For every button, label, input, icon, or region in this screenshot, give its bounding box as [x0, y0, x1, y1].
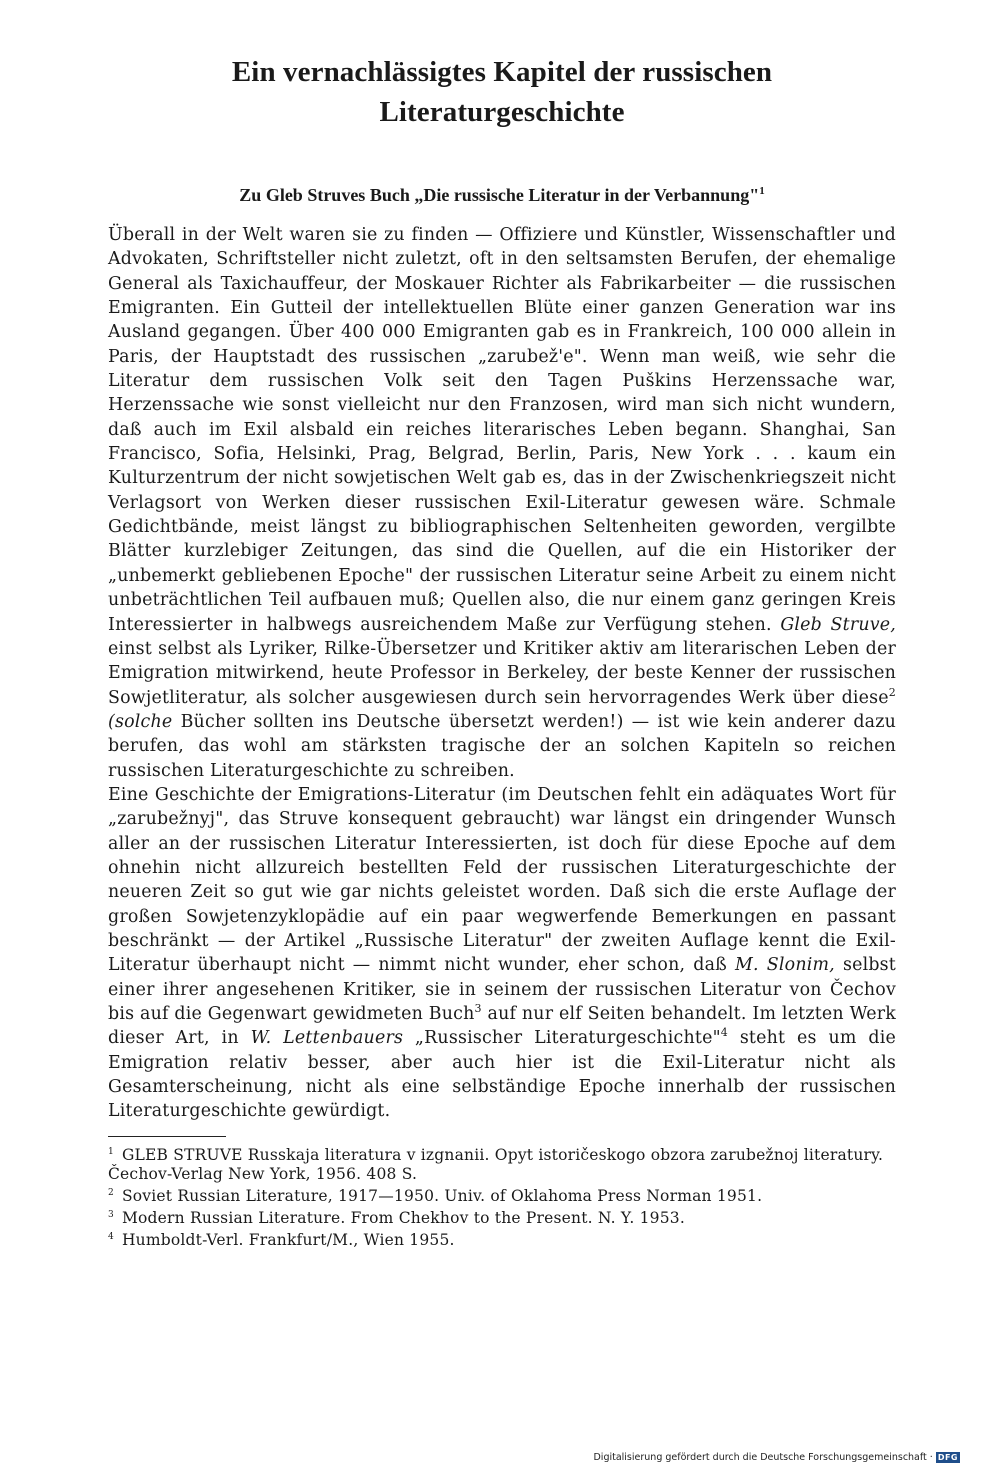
footnote-number: 1: [108, 1146, 114, 1157]
p1-text-2: einst selbst als Lyriker, Rilke-Übersetzer und Kritiker aktiv am literarischen Leben der Emigration mitwirkend, heute Professor in Berkeley, der beste Kenner der russischen Sowjetliteratur, als solcher ausgewiesen durch sein hervorragendes Werk über diese: [108, 638, 896, 708]
p2-text-3: auf nur elf Seiten behandelt. Im letzten Werk dieser Art, in: [108, 1004, 897, 1049]
p2-italic-1: M. Slonim,: [735, 955, 835, 976]
p2-italic-2: W. Lettenbauers: [250, 1028, 404, 1049]
p1-italic-1: Gleb Struve,: [780, 614, 897, 635]
footnote-1: [108, 1143, 896, 1184]
footnote-text: Humboldt-Verl. Frankfurt/M., Wien 1955.: [121, 1231, 455, 1250]
p2-text-1: Eine Geschichte der Emigrations-Literatur (im Deutschen fehlt ein adäquates Wort für „zarubežnyj", das Struve konsequent gebraucht) war längst ein dringender Wunsch aller an der russischen Literatur Interessierten, ist doch für diese Epoche auf dem ohnehin nicht allzureich bestellten Feld der russischen Literaturgeschichte der neueren Zeit so gut wie gar nichts geleistet worden. Daß sich die erste Auflage der großen Sowjetenzyklopädie auf ein paar wegwerfende Bemerkungen en passant beschränkt — der Artikel „Russische Literatur" der zweiten Auflage kennt die Exil-Literatur überhaupt nicht — nimmt nicht wunder, eher schon, daß: [108, 784, 896, 976]
title-line-2: Literaturgeschichte: [379, 96, 625, 128]
p2-text-5: steht es um die Emigration relativ besser, aber auch hier ist die Exil-Literatur nicht als Gesamterscheinung, nicht als eine selbständige Epoche innerhalb der russischen Literaturgeschichte gewürdigt.: [108, 1028, 896, 1122]
footnote-number: 2: [108, 1187, 114, 1198]
footnote-2: [108, 1184, 896, 1206]
p2-text-4: „Russischer Literaturgeschichte": [414, 1028, 721, 1049]
credit-text: Digitalisierung gefördert durch die Deutsche Forschungsgemeinschaft ·: [593, 1452, 933, 1463]
paragraph-1: [108, 223, 896, 783]
footnote-ref-4: 4: [720, 1026, 728, 1040]
footnote-text: Soviet Russian Literature, 1917—1950. Univ. of Oklahoma Press Norman 1951.: [121, 1187, 763, 1206]
subtitle-text: Zu Gleb Struves Buch „Die russische Literatur in der Verbannung": [239, 185, 760, 205]
footnote-3: [108, 1206, 896, 1228]
footnote-divider: [108, 1136, 226, 1137]
p2-text-2: selbst einer ihrer angesehenen Kritiker, sie in seinem der russischen Literatur von Čechov bis auf die Gegenwart gewidmeten Buch: [108, 955, 896, 1024]
digitization-credit: [593, 1452, 960, 1463]
subtitle-footnote-marker: 1: [759, 185, 765, 197]
footnote-4: [108, 1228, 896, 1250]
footnote-ref-3: 3: [474, 1002, 482, 1016]
p1-text-3: Bücher sollten ins Deutsche übersetzt werden!) — ist wie kein anderer dazu berufen, das wohl am stärksten tragische der an solchen Kapiteln so reichen russischen Literaturgeschichte zu schreiben.: [108, 711, 896, 781]
article-title: [108, 52, 896, 132]
footnotes: [108, 1143, 896, 1251]
dfg-logo: DFG: [937, 1453, 958, 1462]
footnote-text: Modern Russian Literature. From Chekhov to the Present. N. Y. 1953.: [121, 1209, 685, 1228]
footnote-ref-2: 2: [888, 685, 896, 699]
article-body: [108, 223, 896, 1124]
page: [108, 52, 896, 1250]
footnote-number: 4: [108, 1232, 114, 1243]
paragraph-2: [108, 783, 896, 1124]
footnote-text: GLEB STRUVE Russkaja literatura v izgnanii. Opyt istoričeskogo obzora zarubežnoj literatury. Čechov-Verlag New York, 1956. 408 S.: [108, 1145, 884, 1183]
footnote-number: 3: [108, 1210, 114, 1221]
p1-text-1: Überall in der Welt waren sie zu finden — Offiziere und Künstler, Wissenschaftler und Advokaten, Schriftsteller nicht zuletzt, oft in den seltsamsten Berufen, der ehemalige General als Taxichauffeur, der Moskauer Richter als Fabrikarbeiter — die russischen Emigranten. Ein Gutteil der intellektuellen Blüte einer ganzen Generation war ins Ausland gegangen. Über 400 000 Emigranten gab es in Frankreich, 100 000 allein in Paris, der Hauptstadt des russischen „zarubež'e". Wenn man weiß, wie sehr die Literatur dem russischen Volk seit den Tagen Puškins Herzenssache war, Herzenssache wie sonst vielleicht nur den Franzosen, wird man sich nicht wundern, daß auch im Exil alsbald ein reiches literarisches Leben begann. Shanghai, San Francisco, Sofia, Helsinki, Prag, Belgrad, Berlin, Paris, New York . . . kaum ein Kulturzentrum der nicht sowjetischen Welt gab es, das in der Zwischenkriegszeit nicht Verlagsort von Werken dieser russischen Exil-Literatur gewesen wäre. Schmale Gedichtbände, meist längst zu bibliographischen Seltenheiten geworden, vergilbte Blätter kurzlebiger Zeitungen, das sind die Quellen, auf die ein Historiker der „unbemerkt gebliebenen Epoche" der russischen Literatur seine Arbeit zu einem nicht unbeträchtlichen Teil aufbauen muß; Quellen also, die nur einem ganz geringen Kreis Interessierter in halbwegs ausreichendem Maße zur Verfügung stehen.: [108, 225, 896, 635]
article-subtitle: [108, 179, 896, 207]
title-line-1: Ein vernachlässigtes Kapitel der russischen: [231, 56, 773, 88]
p1-italic-2: (solche: [108, 711, 173, 732]
